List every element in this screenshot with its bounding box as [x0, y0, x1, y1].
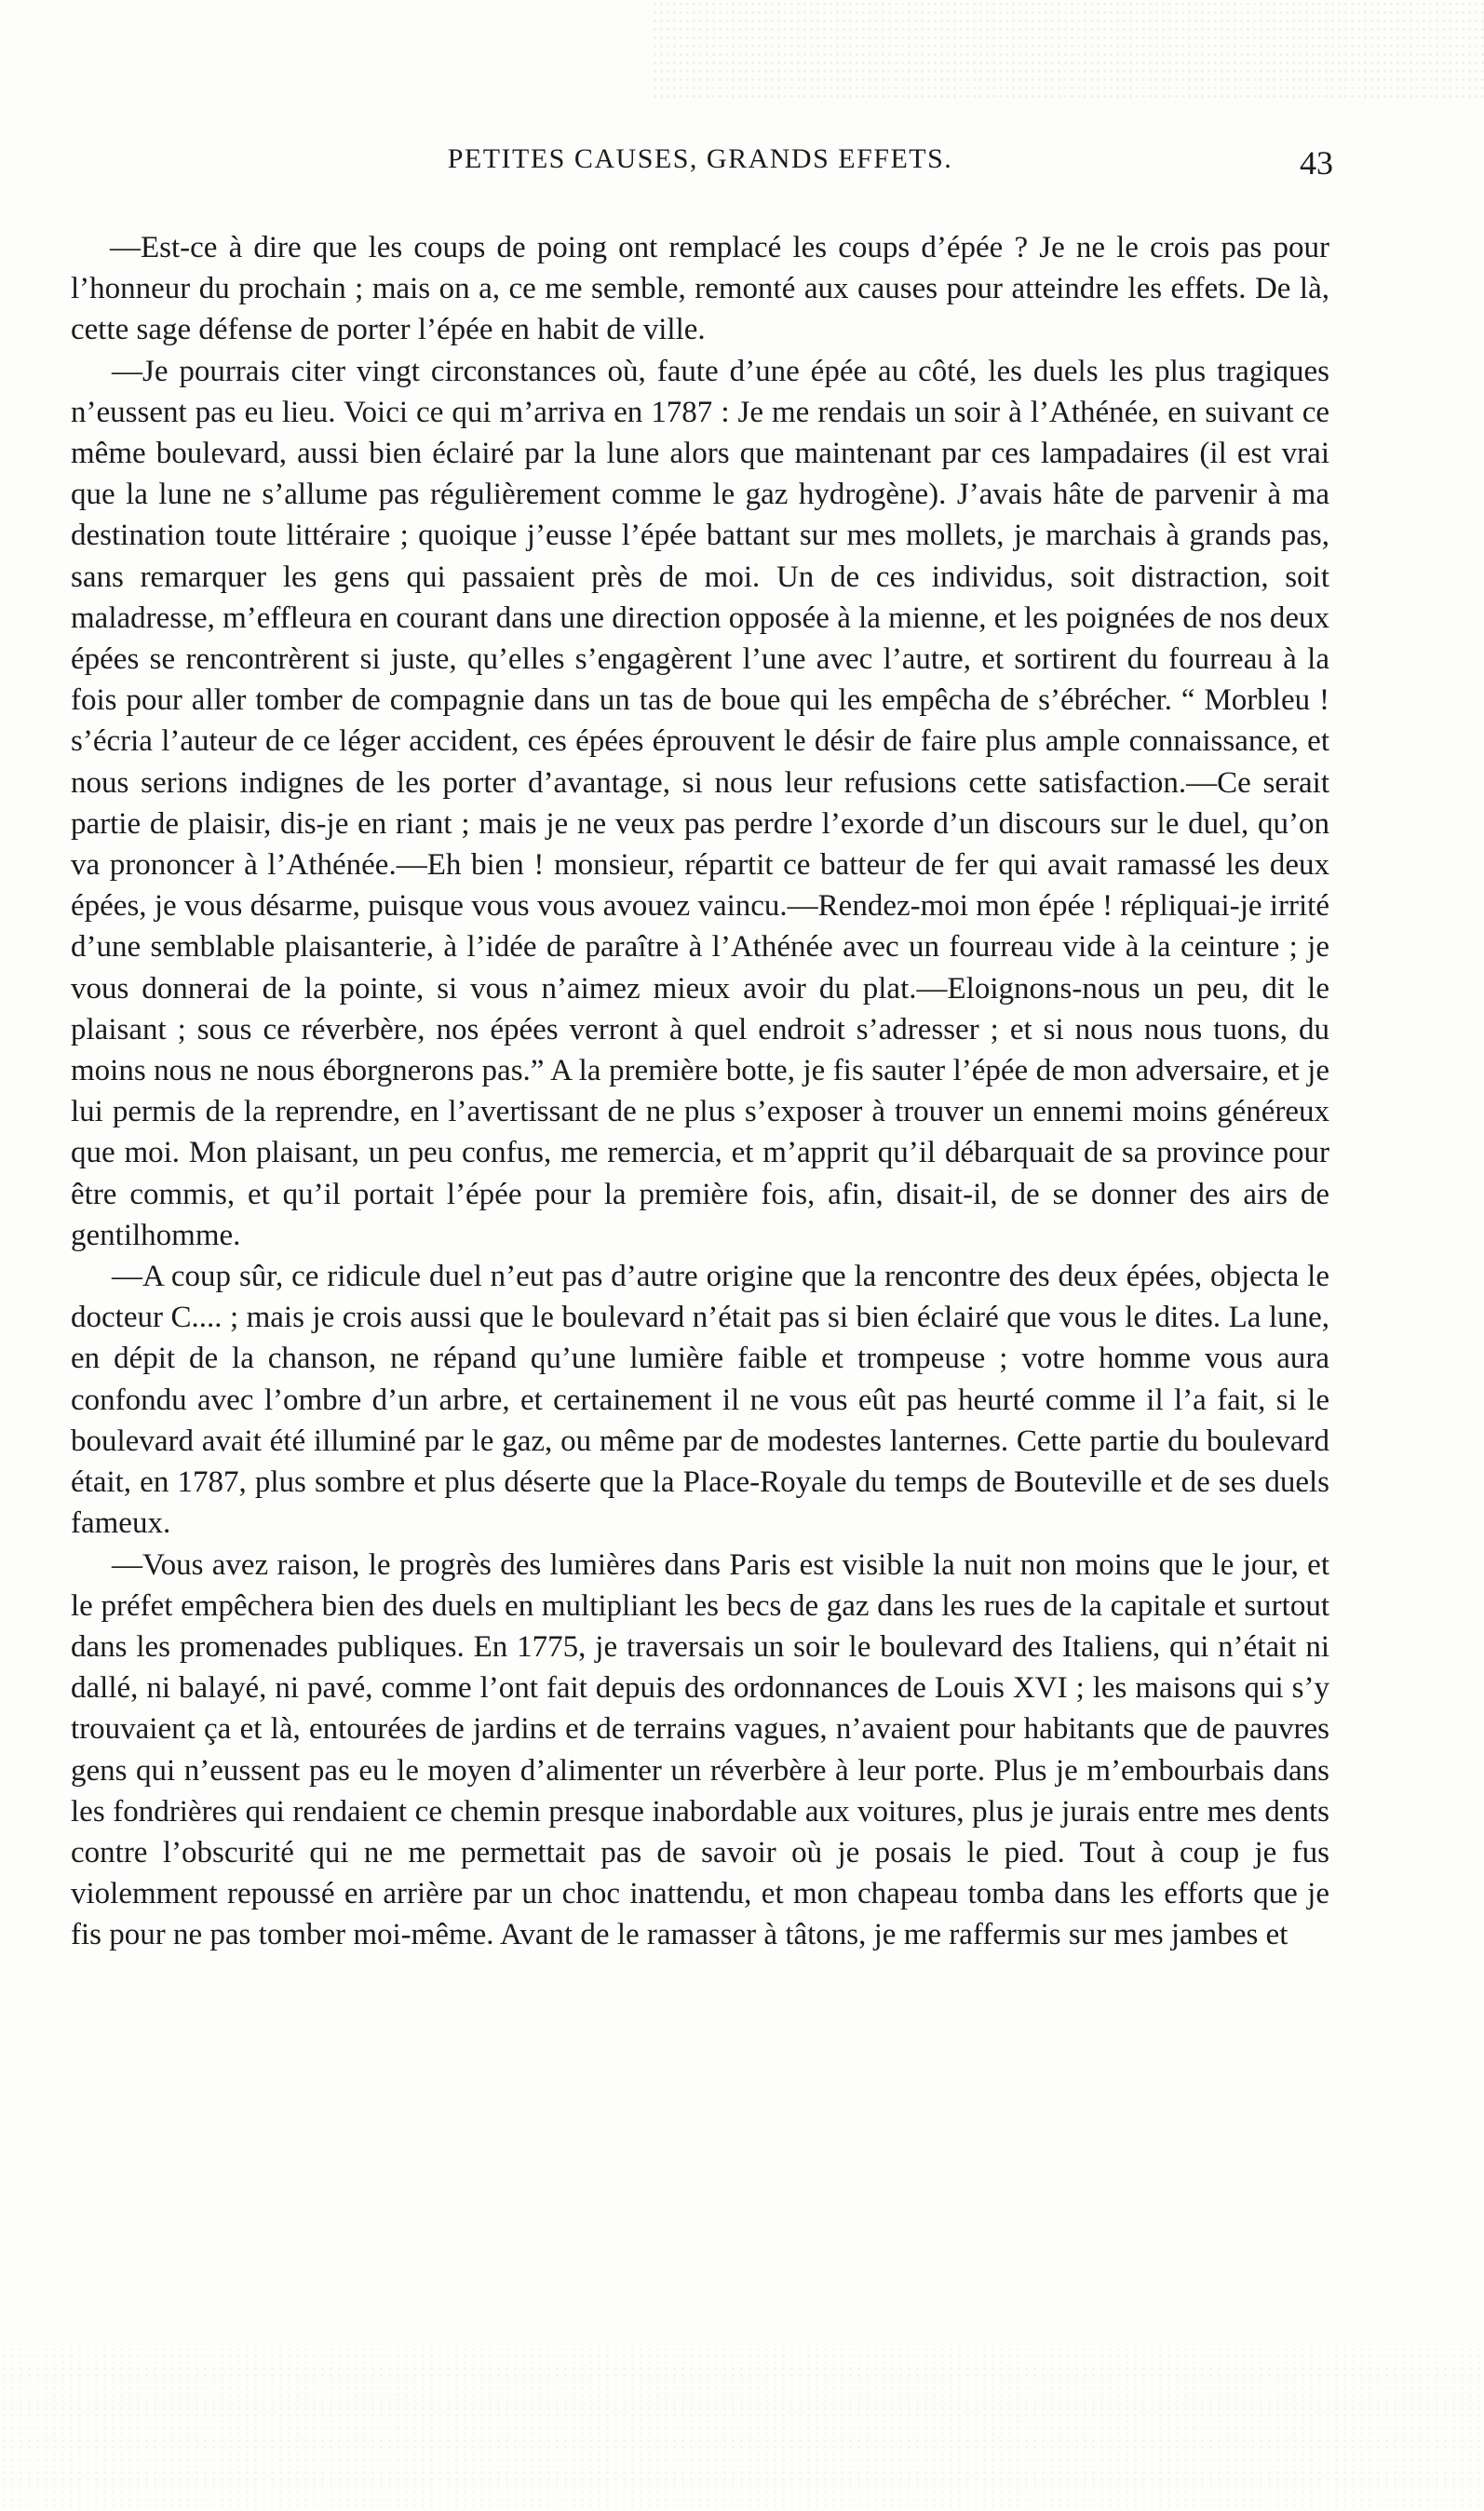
page-number: 43 [1300, 144, 1333, 182]
body-text [71, 227, 1329, 1956]
page-header [67, 143, 1333, 184]
scan-speckle-bottom [0, 2346, 1484, 2511]
paragraph-1: —Est-ce à dire que les coups de poing ont remplacé les coups d’épée ? Je ne le crois pas pour l’honneur du prochain ; mais on a, ce me semble, remonté aux causes pour atteindre les effets. De là, cette sage défense de porter l’épée en habit de ville. [71, 231, 1329, 347]
running-title: PETITES CAUSES, GRANDS EFFETS. [447, 143, 953, 174]
paragraph-4: —Vous avez raison, le progrès des lumières dans Paris est visible la nuit non moins que le jour, et le préfet empêchera bien des duels en multipliant les becs de gaz dans les rues de la capitale et surtout dans les promenades publiques. En 1775, je traversais un soir le boulevard des Italiens, qui n’était ni dallé, ni balayé, ni pavé, comme l’ont fait depuis des ordonnances de Louis XVI ; les maisons qui s’y trouvaient ça et là, entourées de jardins et de terrains vagues, n’avaient pour habitants que de pauvres gens qui n’eussent pas eu le moyen d’alimenter un réverbère à leur porte. Plus je m’embourbais dans les fondrières qui rendaient ce chemin presque inabordable aux voitures, plus je jurais entre mes dents contre l’obscurité qui ne me permettait pas de savoir où je posais le pied. Tout à coup je fus violemment repoussé en arrière par un choc inattendu, et mon chapeau tomba dans les efforts que je fis pour ne pas tomber moi-même. Avant de le ramasser à tâtons, je me raffermis sur mes jambes et [71, 1547, 1329, 1952]
scan-speckle-top [652, 0, 1484, 102]
paragraph-3: —A coup sûr, ce ridicule duel n’eut pas d’autre origine que la rencontre des deux épées, objecta le docteur C.... ; mais je crois aussi que le boulevard n’était pas si bien éclairé que vous le dites. La lune, en dépit de la chanson, ne répand qu’une lumière faible et trompeuse ; votre homme vous aura confondu avec l’ombre d’un arbre, et certainement il ne vous eût pas heurté comme il l’a fait, si le boulevard avait été illuminé par le gaz, ou même par de modestes lanternes. Cette partie du boulevard était, en 1787, plus sombre et plus déserte que la Place-Royale du temps de Bouteville et de ses duels fameux. [71, 1260, 1329, 1541]
paragraph-2: —Je pourrais citer vingt circonstances où, faute d’une épée au côté, les duels les plus tragiques n’eussent pas eu lieu. Voici ce qui m’arriva en 1787 : Je me rendais un soir à l’Athénée, en suivant ce même boulevard, aussi bien éclairé par la lune alors que maintenant par ces lampadaires (il est vrai que la lune ne s’allume pas régulièrement comme le gaz hydrogène). J’avais hâte de parvenir à ma destination toute littéraire ; quoique j’eusse l’épée battant sur mes mollets, je marchais à grands pas, sans remarquer les gens qui passaient près de moi. Un de ces individus, soit distraction, soit maladresse, m’effleura en courant dans une direction opposée à la mienne, et les poignées de nos deux épées se rencontrèrent si juste, qu’elles s’engagèrent l’une avec l’autre, et sortirent du fourreau à la fois pour aller tomber de compagnie dans un tas de boue qui les empêcha de s’ébrécher. “ Morbleu ! s’écria l’auteur de ce léger accident, ces épées éprouvent le désir de faire plus ample connaissance, et nous serions indignes de les porter d’avantage, si nous leur refusions cette satisfaction.—Ce serait partie de plaisir, dis-je en riant ; mais je ne veux pas perdre l’exorde d’un discours sur le duel, qu’on va prononcer à l’Athénée.—Eh bien ! monsieur, répartit ce batteur de fer qui avait ramassé les deux épées, je vous désarme, puisque vous vous avouez vaincu.—Rendez-moi mon épée ! répliquai-je irrité d’une semblable plaisanterie, à l’idée de paraître à l’Athénée avec un fourreau vide à la ceinture ; je vous donnerai de la pointe, si vous n’aimez mieux avoir du plat.—Eloignons-nous un peu, dit le plaisant ; sous ce réverbère, nos épées verront à quel endroit s’adresser ; et si nous nous tuons, du moins nous ne nous éborgnerons pas.” A la première botte, je fis sauter l’épée de mon adversaire, et je lui permis de la reprendre, en l’avertissant de ne plus s’exposer à trouver un ennemi moins généreux que moi. Mon plaisant, un peu confus, me remercia, et m’apprit qu’il débarquait de sa province pour être commis, et qu’il portait l’épée pour la première fois, afin, disait-il, de se donner des airs de gentilhomme. [71, 354, 1329, 1252]
